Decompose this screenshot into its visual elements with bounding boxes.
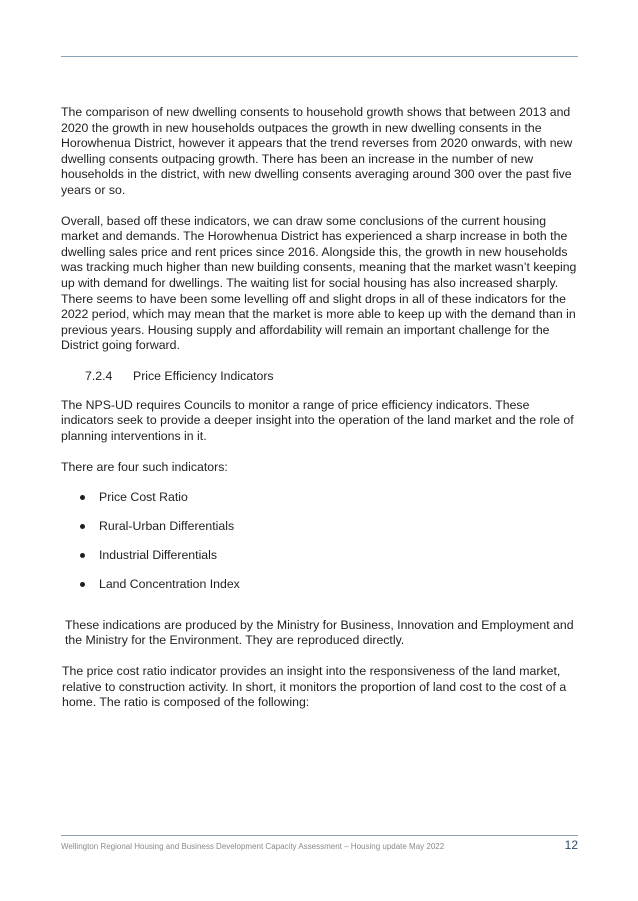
page-number: 12 [564,838,578,852]
bullet-icon [80,495,85,500]
paragraph-overall-conclusions: Overall, based off these indicators, we can draw some conclusions of the current housing market and demands. The Horowhenua District has experienced a sharp increase in both the dwelling sales price and rent prices since 2016. Alongside this, the growth in new households was tracking much higher than new building consents, meaning that the market wasn’t keeping up with demand for dwellings. The waiting list for social housing has also increased sharply. There seems to have been some levelling off and slight drops in all of these indicators for the 2022 period, which may mean that the market is more able to keep up with the demand than in previous years. Housing supply and affordability will remain an important challenge for the District going forward. [61,213,577,353]
list-item: Land Concentration Index [61,577,581,606]
header-rule [61,56,578,57]
bullet-icon [80,524,85,529]
paragraph-ministry-source: These indications are produced by the Ministry for Business, Innovation and Employment and the Ministry for the Environment. They are reproduced directly. [65,617,574,648]
footer-text: Wellington Regional Housing and Business Development Capacity Assessment – Housing update May 2022 [61,842,445,851]
section-heading [85,369,581,385]
paragraph-consents-vs-growth: The comparison of new dwelling consents to household growth shows that between 2013 and 2020 the growth in new households outpaces the growth in new dwelling consents in the Horowhenua District, however it appears that the trend reverses from 2020 onwards, with new dwelling consents outpacing growth. There has been an increase in the number of new households in the district, with new dwelling consents averaging around 300 over the past five years or so. [61,105,573,197]
bullet-icon [80,582,85,587]
paragraph-price-cost-ratio: The price cost ratio indicator provides an insight into the responsiveness of the land market, relative to construction activity. In short, it monitors the proportion of land cost to the cost of a home. The ratio is composed of the following: [62,664,567,710]
list-item: Rural-Urban Differentials [61,519,581,548]
bullet-icon [80,553,85,558]
list-item: Price Cost Ratio [61,490,581,519]
section-title: Price Efficiency Indicators [133,368,274,383]
list-item: Industrial Differentials [61,548,581,577]
section-number: 7.2.4 [85,368,113,383]
footer-rule [61,835,578,836]
page-body [61,105,581,711]
paragraph-four-indicators: There are four such indicators: [61,460,228,475]
paragraph-nps-ud: The NPS-UD requires Councils to monitor a range of price efficiency indicators. These indicators seek to provide a deeper insight into the operation of the land market and the role of planning interventions in it. [61,397,574,443]
indicator-list [61,490,581,606]
